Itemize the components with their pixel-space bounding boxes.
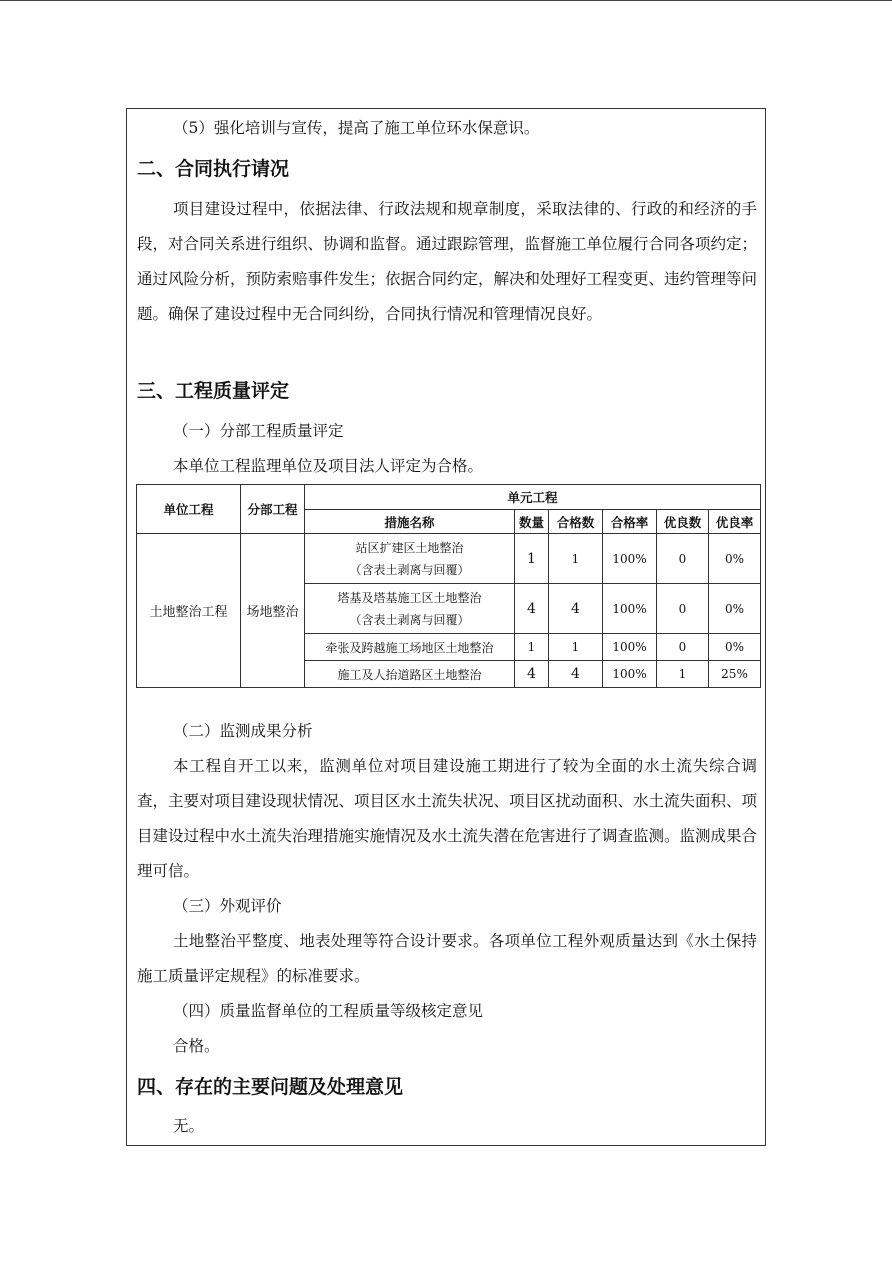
cell-rate: 100% (603, 634, 657, 661)
cell-excellent: 1 (657, 661, 709, 688)
section4-body: 无。 (173, 1117, 205, 1135)
cell-rate: 100% (603, 661, 657, 688)
page-top-rule (0, 0, 892, 1)
measure-name-line1: 站区扩建区土地整治 (355, 540, 464, 555)
section2-heading: 二、合同执行请况 (137, 158, 290, 180)
header-excellent-count: 优良数 (657, 510, 709, 534)
cell-measure-name: 施工及人抬道路区土地整治 (305, 661, 515, 688)
sub2-title: （二）监测成果分析 (173, 722, 313, 740)
cell-excellent: 0 (657, 584, 709, 634)
section2-body: 项目建设过程中，依据法律、行政法规和规章制度，采取法律的、行政的和经济的手段，对合同关系进行组织、协调和监督。通过跟踪管理，监督施工单位履行合同各项约定；通过风险分析，预防索赔事件发生；依据合同约定，解决和处理好工程变更、违约管理等问题。确保了建设过程中无合同纠纷，合同执行情况和管理情况良好。 (137, 200, 758, 323)
header-unit-project: 单位工程 (137, 485, 241, 534)
cell-excellent-rate: 0% (709, 634, 761, 661)
header-count: 数量 (515, 510, 549, 534)
measure-name-line1: 塔基及塔基施工区土地整治 (337, 590, 482, 605)
section3-heading: 三、工程质量评定 (137, 380, 290, 402)
quality-table (136, 484, 761, 688)
cell-excellent-rate: 25% (709, 661, 761, 688)
cell-rate: 100% (603, 584, 657, 634)
sub3-title: （三）外观评价 (173, 897, 282, 915)
cell-qualified: 4 (549, 661, 603, 688)
cell-excellent: 0 (657, 634, 709, 661)
cell-excellent-rate: 0% (709, 584, 761, 634)
cell-qualified: 1 (549, 534, 603, 584)
cell-measure-name: 牵张及跨越施工场地区土地整治 (305, 634, 515, 661)
section4-heading: 四、存在的主要问题及处理意见 (137, 1076, 404, 1098)
intro-item: （5）强化培训与宣传，提高了施工单位环水保意识。 (173, 119, 540, 137)
cell-measure-name (305, 534, 515, 584)
header-qualified-rate: 合格率 (603, 510, 657, 534)
cell-count: 4 (515, 661, 549, 688)
cell-qualified: 1 (549, 634, 603, 661)
measure-name-line2: （含表土剥离与回覆） (349, 562, 470, 577)
cell-excellent: 0 (657, 534, 709, 584)
cell-measure-name (305, 584, 515, 634)
cell-excellent-rate: 0% (709, 534, 761, 584)
cell-qualified: 4 (549, 584, 603, 634)
table-row (137, 534, 761, 584)
sub4-body: 合格。 (173, 1037, 220, 1055)
sub4-title: （四）质量监督单位的工程质量等级核定意见 (173, 1002, 484, 1020)
sub1-title: （一）分部工程质量评定 (173, 422, 344, 440)
sub1-body: 本单位工程监理单位及项目法人评定为合格。 (173, 457, 484, 475)
document-frame (126, 108, 766, 1146)
sub3-body: 土地整治平整度、地表处理等符合设计要求。各项单位工程外观质量达到《水土保持施工质量评定规程》的标准要求。 (137, 932, 757, 985)
sub2-body: 本工程自开工以来，监测单位对项目建设施工期进行了较为全面的水土流失综合调查，主要对项目建设现状情况、项目区水土流失状况、项目区扰动面积、水土流失面积、项目建设过程中水土流失治理措施实施情况及水土流失潜在危害进行了调查监测。监测成果合理可信。 (137, 757, 758, 880)
cell-count: 1 (515, 634, 549, 661)
header-sub-project: 分部工程 (241, 485, 305, 534)
cell-rate: 100% (603, 534, 657, 584)
header-qualified-count: 合格数 (549, 510, 603, 534)
cell-unit-project: 土地整治工程 (137, 534, 241, 688)
cell-sub-project: 场地整治 (241, 534, 305, 688)
header-measure-name: 措施名称 (305, 510, 515, 534)
header-element-project: 单元工程 (305, 485, 761, 510)
cell-count: 4 (515, 584, 549, 634)
cell-count: 1 (515, 534, 549, 584)
header-excellent-rate: 优良率 (709, 510, 761, 534)
measure-name-line2: （含表土剥离与回覆） (349, 612, 470, 627)
table-header-row (137, 485, 761, 510)
